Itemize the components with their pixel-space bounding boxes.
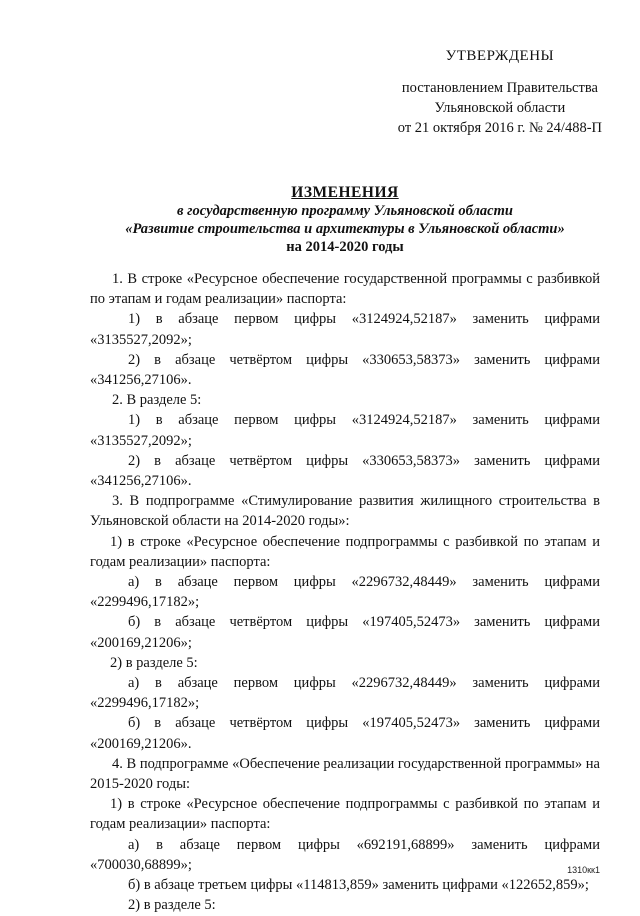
- body-paragraph: б) в абзаце четвёртом цифры «197405,52473» заменить цифрами «200169,21206».: [90, 715, 600, 752]
- approval-title: УТВЕРЖДЕНЫ: [445, 48, 555, 64]
- heading-title: ИЗМЕНЕНИЯ: [291, 184, 399, 201]
- body-paragraph: а) в абзаце первом цифры «2296732,48449» заменить цифрами «2299496,17182»;: [90, 574, 600, 611]
- body-paragraph: 1) в строке «Ресурсное обеспечение подпрограммы с разбивкой по этапам и годам реализации» паспорта:: [90, 533, 600, 570]
- heading-line: «Развитие строительства и архитектуры в Ульяновской области»: [125, 221, 565, 237]
- document-heading: [90, 184, 600, 256]
- body-paragraph: 1) в строке «Ресурсное обеспечение подпрограммы с разбивкой по этапам и годам реализации» паспорта:: [90, 796, 600, 833]
- body-paragraph: 1) в абзаце первом цифры «3124924,52187» заменить цифрами «3135527,2092»;: [90, 311, 600, 348]
- approval-line: постановлением Правительства: [401, 80, 598, 96]
- document-body: [90, 269, 600, 916]
- body-paragraph: 4. В подпрограмме «Обеспечение реализации государственной программы» на 2015-2020 годы:: [90, 755, 600, 793]
- body-paragraph: 1. В строке «Ресурсное обеспечение государственной программы с разбивкой по этапам и годам реализации» паспорта:: [90, 271, 600, 308]
- heading-line: на 2014-2020 годы: [286, 239, 404, 255]
- body-paragraph: а) в абзаце первом цифры «2296732,48449» заменить цифрами «2299496,17182»;: [90, 675, 600, 712]
- body-paragraph: 1) в абзаце первом цифры «3124924,52187» заменить цифрами «3135527,2092»;: [90, 412, 600, 449]
- approval-line: Ульяновской области: [434, 100, 566, 116]
- body-paragraph: 3. В подпрограмме «Стимулирование развития жилищного строительства в Ульяновской области на 2014-2020 годы»:: [90, 493, 600, 530]
- heading-line: в государственную программу Ульяновской области: [177, 203, 513, 219]
- approval-stamp: [398, 46, 602, 138]
- body-paragraph: а) в абзаце первом цифры «692191,68899» заменить цифрами «700030,68899»;: [90, 836, 600, 873]
- body-paragraph: 2) в разделе 5:: [110, 654, 198, 671]
- body-paragraph: 2) в абзаце четвёртом цифры «330653,58373» заменить цифрами «341256,27106».: [90, 351, 600, 389]
- document-code: 1310кк1: [567, 865, 600, 875]
- body-paragraph: 2. В разделе 5:: [112, 392, 202, 409]
- approval-line: от 21 октября 2016 г. № 24/488-П: [397, 120, 602, 136]
- body-paragraph: 2) в разделе 5:: [128, 897, 216, 914]
- body-paragraph: б) в абзаце третьем цифры «114813,859» заменить цифрами «122652,859»;: [128, 877, 589, 894]
- body-paragraph: 2) в абзаце четвёртом цифры «330653,58373» заменить цифрами «341256,27106».: [90, 452, 600, 490]
- body-paragraph: б) в абзаце четвёртом цифры «197405,52473» заменить цифрами «200169,21206»;: [90, 614, 600, 651]
